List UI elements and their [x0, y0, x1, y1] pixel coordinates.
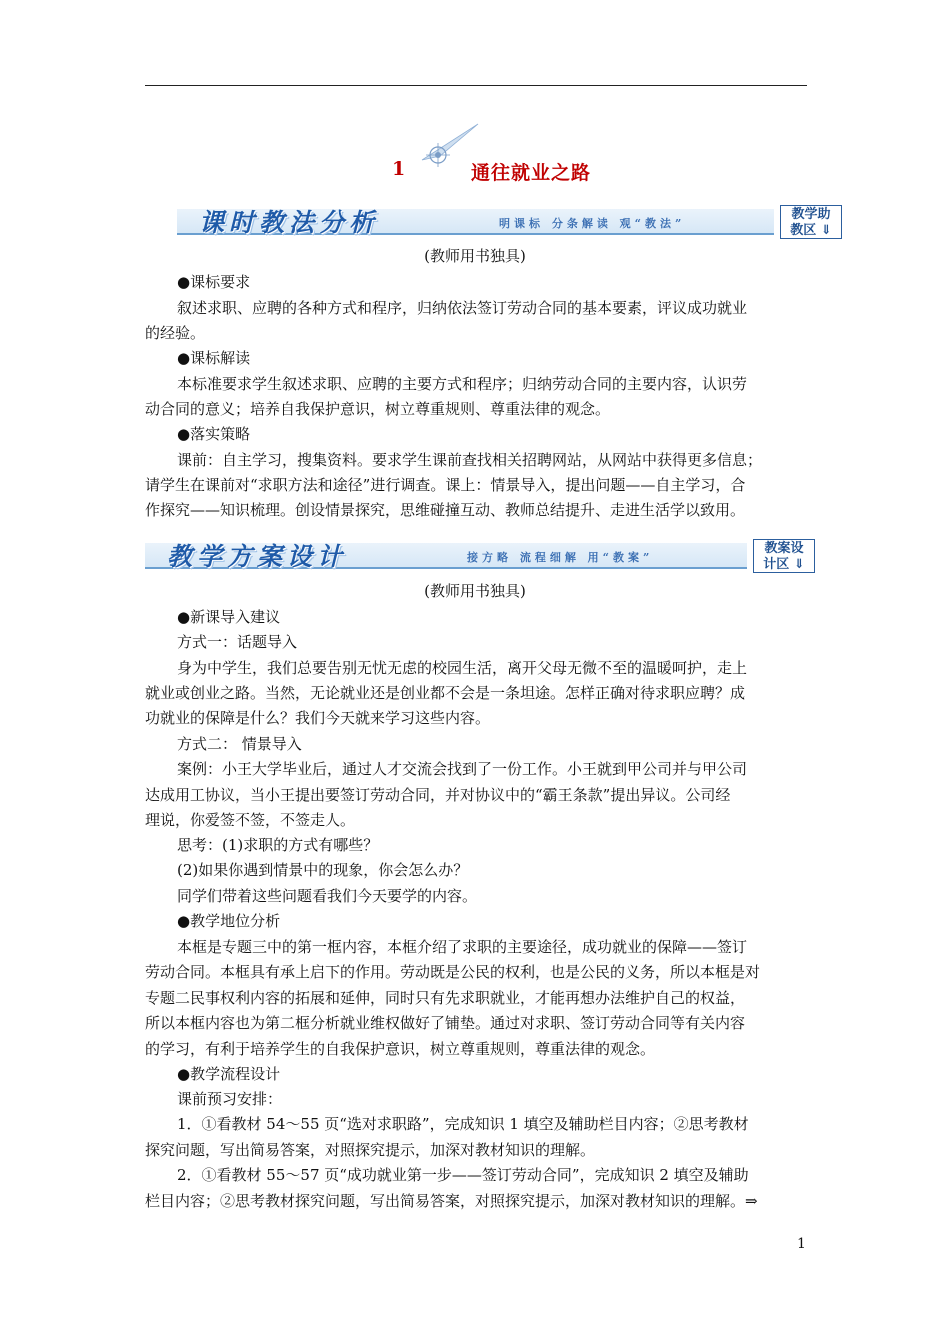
paragraph-line: 栏目内容；②思考教材探究问题，写出简易答案，对照探究提示，加深对教材知识的理解。⇒ — [145, 1192, 758, 1210]
banner-tag-line2: 教区 ⇓ — [790, 223, 832, 238]
paragraph-line: 达成用工协议，当小王提出要签订劳动合同，并对协议中的“霸王条款”提出异议。公司经 — [145, 786, 731, 804]
paragraph-line: 请学生在课前对“求职方法和途径”进行调查。课上：情景导入，提出问题——自主学习，合 — [145, 476, 746, 494]
paragraph-line: (2)如果你遇到情景中的现象，你会怎么办？ — [177, 861, 469, 879]
paragraph-line: 的经验。 — [145, 324, 206, 342]
paragraph-line: 同学们带着这些问题看我们今天要学的内容。 — [177, 887, 478, 905]
paragraph-line: 方式一：话题导入 — [177, 633, 298, 651]
paragraph-line: 劳动合同。本框具有承上启下的作用。劳动既是公民的权利，也是公民的义务，所以本框是对 — [145, 963, 761, 981]
section-heading: ●落实策略 — [177, 425, 251, 443]
teacher-only-note: (教师用书独具) — [424, 247, 526, 265]
paragraph-line: 专题二民事权利内容的拓展和延伸，同时只有先求职就业，才能再想办法维护自己的权益， — [145, 989, 746, 1007]
paragraph-line: 2．①看教材 55～57 页“成功就业第一步——签订劳动合同”，完成知识 2 填空及辅助 — [177, 1166, 749, 1184]
teacher-only-note: (教师用书独具) — [424, 582, 526, 600]
paragraph-line: 理说，你爱签不签，不签走人。 — [145, 811, 356, 829]
lesson-number: 1 — [392, 158, 406, 180]
banner-heading: 课时教法分析 — [199, 208, 380, 237]
banner-subheading: 接方略 流程细解 用“教案” — [467, 551, 654, 564]
paragraph-line: 1．①看教材 54～55 页“选对求职路”，完成知识 1 填空及辅助栏目内容；②思考教材 — [177, 1115, 749, 1133]
banner-subheading: 明课标 分条解读 观“教法” — [499, 217, 686, 230]
paragraph-line: 叙述求职、应聘的各种方式和程序，归纳依法签订劳动合同的基本要素，评议成功就业 — [177, 299, 748, 317]
paragraph-line: 的学习，有利于培养学生的自我保护意识，树立尊重规则，尊重法律的观念。 — [145, 1040, 656, 1058]
banner-tag — [780, 205, 842, 239]
paragraph-line: 功就业的保障是什么？我们今天就来学习这些内容。 — [145, 709, 491, 727]
section-heading: ●课标要求 — [177, 273, 251, 291]
lesson-title: 通往就业之路 — [471, 162, 592, 184]
paragraph-line: 身为中学生，我们总要告别无忧无虑的校园生活，离开父母无微不至的温暖呵护，走上 — [177, 659, 748, 677]
paragraph-line: 方式二： 情景导入 — [177, 735, 302, 753]
banner-tag — [753, 539, 815, 573]
paragraph-line: 探究问题，写出简易答案，对照探究提示，加深对教材知识的理解。 — [145, 1141, 596, 1159]
paragraph-line: 课前预习安排： — [177, 1090, 283, 1108]
paragraph-line: 思考：(1)求职的方式有哪些？ — [177, 836, 379, 854]
banner-lesson-analysis — [177, 203, 842, 237]
section-heading: ●教学流程设计 — [177, 1065, 281, 1083]
top-rule — [145, 85, 807, 86]
section-heading: ●教学地位分析 — [177, 912, 281, 930]
banner-heading: 教学方案设计 — [167, 542, 348, 571]
banner-tag-line1: 教学助 — [791, 207, 831, 222]
section-heading: ●新课导入建议 — [177, 608, 281, 626]
paragraph-line: 动合同的意义；培养自我保护意识，树立尊重规则、尊重法律的观念。 — [145, 400, 611, 418]
paragraph-line: 本框是专题三中的第一框内容，本框介绍了求职的主要途径，成功就业的保障——签订 — [177, 938, 748, 956]
paragraph-line: 课前：自主学习，搜集资料。要求学生课前查找相关招聘网站，从网站中获得更多信息； — [177, 451, 763, 469]
banner-tag-line1: 教案设 — [764, 541, 804, 556]
banner-tag-line2: 计区 ⇓ — [763, 557, 805, 572]
paragraph-line: 作探究——知识梳理。创设情景探究，思维碰撞互动、教师总结提升、走进生活学以致用。 — [145, 501, 746, 519]
paragraph-line: 就业或创业之路。当然，无论就业还是创业都不会是一条坦途。怎样正确对待求职应聘？成 — [145, 684, 746, 702]
target-arrow-icon — [410, 122, 480, 172]
paragraph-line: 所以本框内容也为第二框分析就业维权做好了铺垫。通过对求职、签订劳动合同等有关内容 — [145, 1014, 746, 1032]
section-heading: ●课标解读 — [177, 349, 251, 367]
page-number: 1 — [797, 1236, 806, 1252]
banner-plan-design — [145, 537, 815, 571]
paragraph-line: 案例：小王大学毕业后，通过人才交流会找到了一份工作。小王就到甲公司并与甲公司 — [177, 760, 748, 778]
paragraph-line: 本标准要求学生叙述求职、应聘的主要方式和程序；归纳劳动合同的主要内容，认识劳 — [177, 375, 748, 393]
